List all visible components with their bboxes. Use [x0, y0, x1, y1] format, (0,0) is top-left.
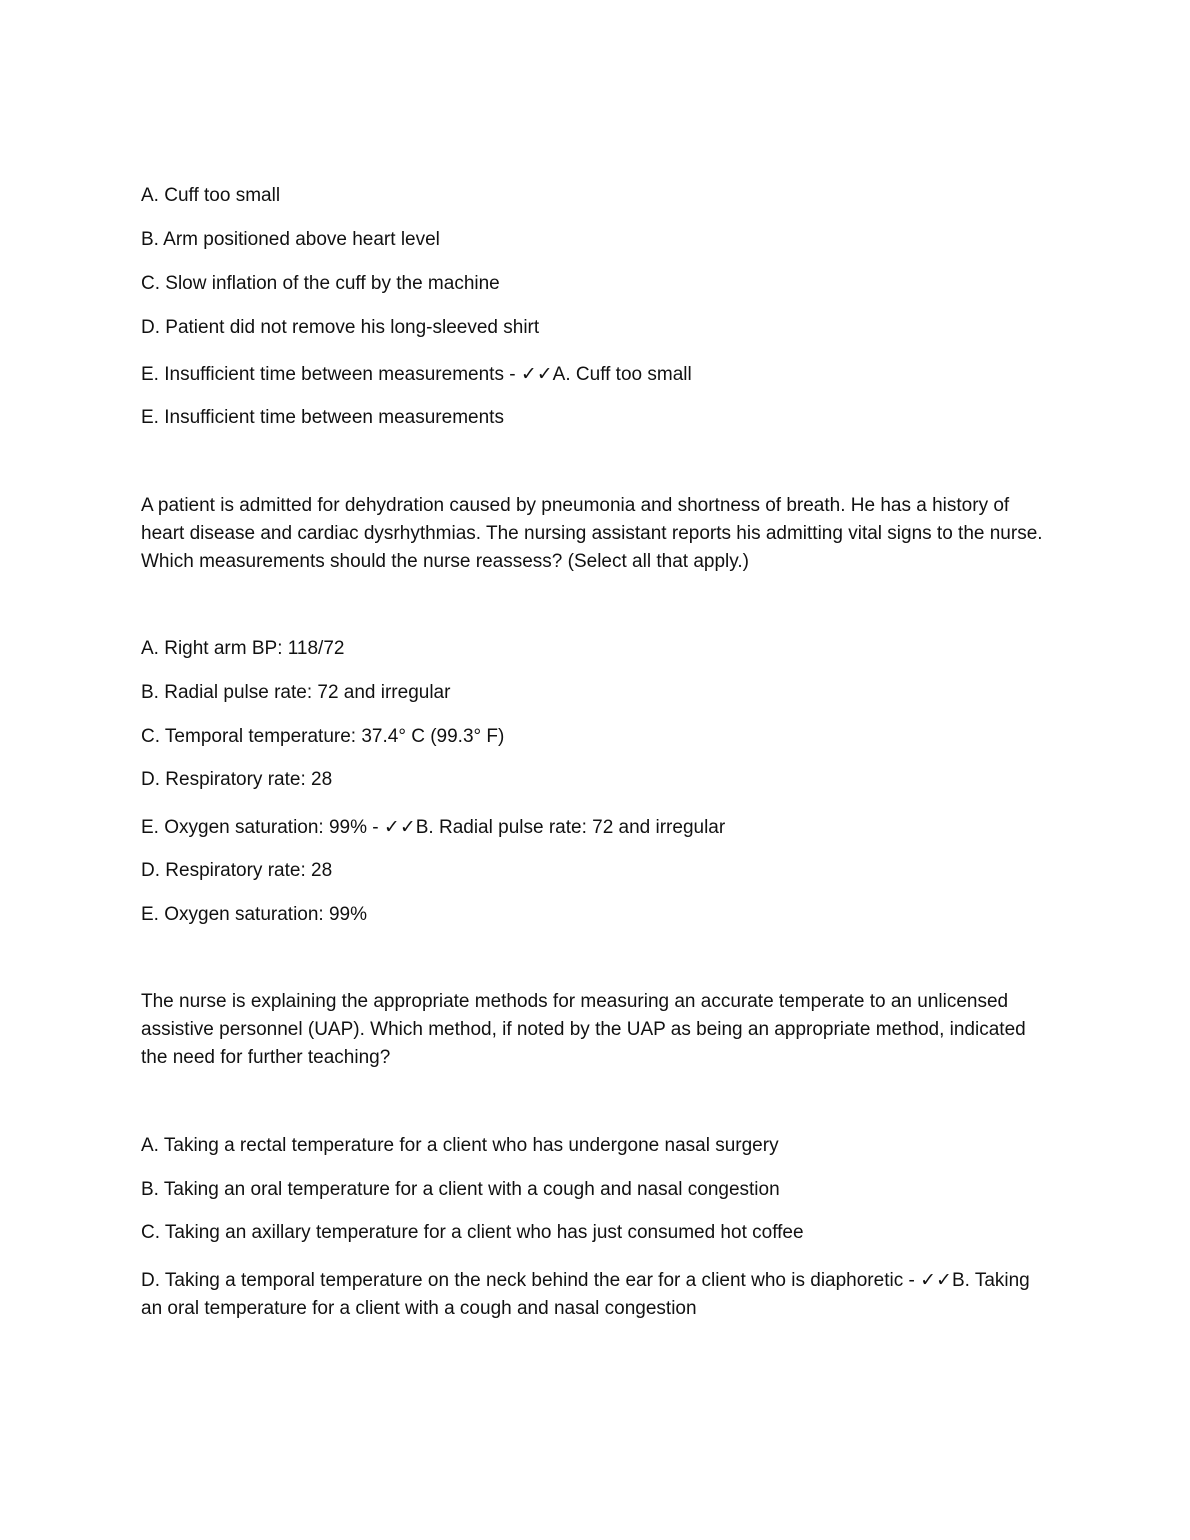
- answer-extra-line: E. Oxygen saturation: 99%: [141, 904, 368, 925]
- check-mark-icon: ✓✓: [920, 1269, 952, 1291]
- answer-extra-line: E. Insufficient time between measurements: [141, 407, 504, 428]
- answer-text: A. Cuff too small: [552, 364, 692, 385]
- option-line: B. Arm positioned above heart level: [141, 229, 440, 250]
- answer-prefix: E. Insufficient time between measurements -: [141, 364, 521, 385]
- option-line: B. Radial pulse rate: 72 and irregular: [141, 682, 451, 703]
- option-line: B. Taking an oral temperature for a client with a cough and nasal congestion: [141, 1179, 780, 1200]
- option-line: A. Right arm BP: 118/72: [141, 638, 345, 659]
- answer-line: [141, 813, 1061, 842]
- answer-extra-line: D. Respiratory rate: 28: [141, 860, 333, 881]
- answer-line: [141, 360, 1061, 389]
- option-line: C. Slow inflation of the cuff by the machine: [141, 273, 500, 294]
- answer-prefix: E. Oxygen saturation: 99% -: [141, 817, 384, 838]
- option-line: C. Temporal temperature: 37.4° C (99.3° F): [141, 726, 505, 747]
- answer-text: B. Radial pulse rate: 72 and irregular: [415, 817, 726, 838]
- option-line: A. Cuff too small: [141, 185, 281, 206]
- option-line: D. Respiratory rate: 28: [141, 769, 333, 790]
- option-line: C. Taking an axillary temperature for a client who has just consumed hot coffee: [141, 1222, 804, 1243]
- option-line: A. Taking a rectal temperature for a client who has undergone nasal surgery: [141, 1135, 779, 1156]
- question-text: A patient is admitted for dehydration caused by pneumonia and shortness of breath. He has a history of heart disease and cardiac dysrhythmias. The nursing assistant reports his admitting vital signs to the nurse. Which measurements should the nurse reassess? (Select all that apply.): [141, 495, 1043, 572]
- check-mark-icon: ✓✓: [520, 363, 553, 385]
- option-line: D. Patient did not remove his long-sleeved shirt: [141, 317, 540, 338]
- question-text: The nurse is explaining the appropriate methods for measuring an accurate temperate to an unlicensed assistive personnel (UAP). Which method, if noted by the UAP as being an appropriate method, indicated the need for further teaching?: [141, 991, 1026, 1068]
- answer-line: [141, 1266, 1056, 1323]
- answer-prefix: D. Taking a temporal temperature on the neck behind the ear for a client who is diaphoretic -: [141, 1270, 921, 1291]
- check-mark-icon: ✓✓: [383, 816, 416, 838]
- answer-text: B. Taking an oral temperature for a client with a cough and nasal congestion: [141, 1270, 1030, 1319]
